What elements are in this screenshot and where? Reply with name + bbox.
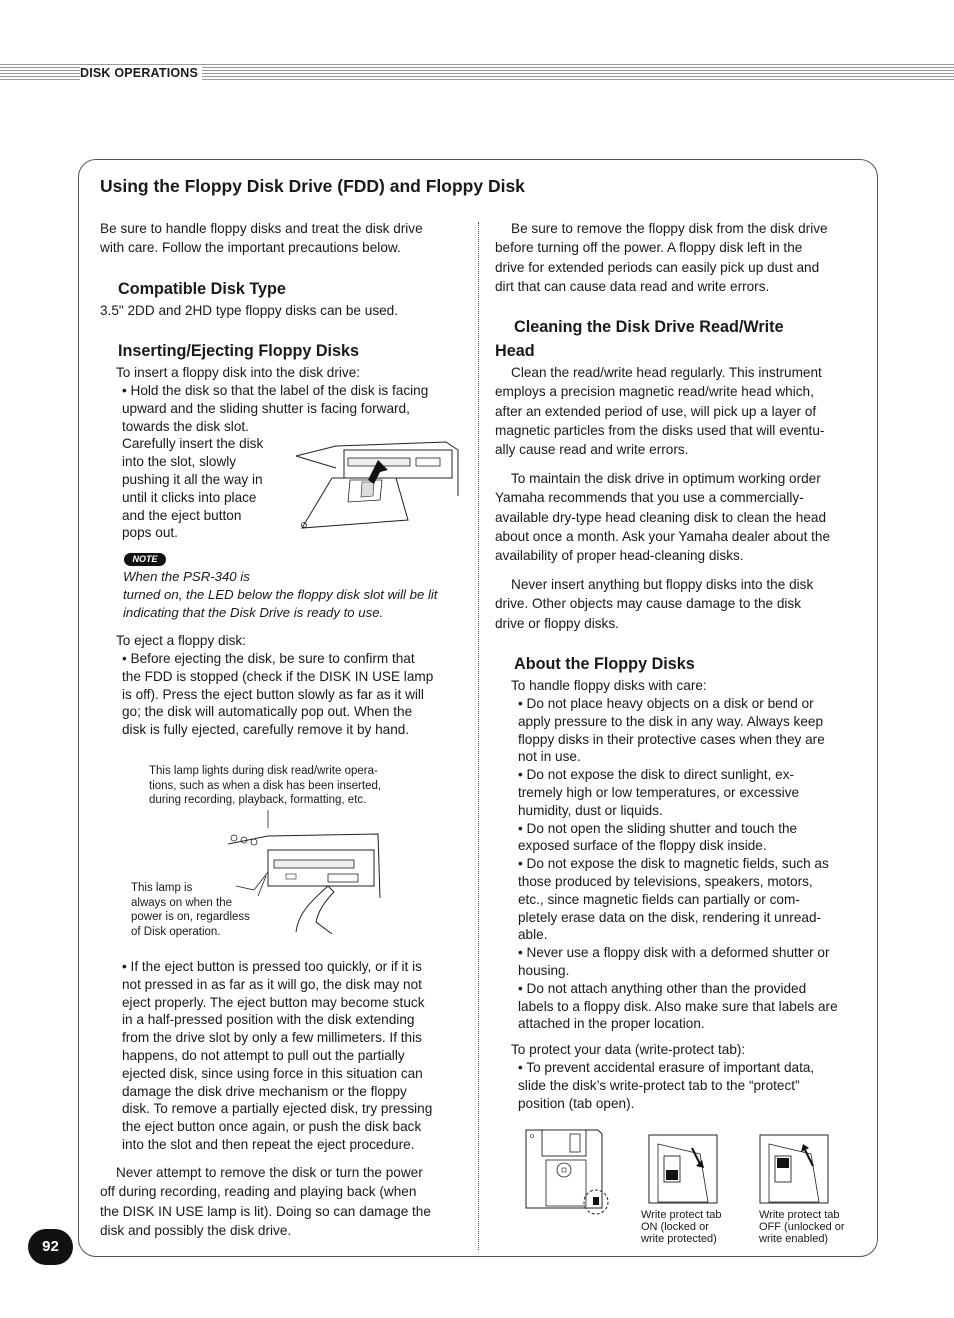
- text-line: is off). Press the eject button slowly as far as it will: [122, 686, 424, 702]
- text-line: magnetic particles from the disks used that will eventu-: [495, 422, 825, 438]
- text-line: indicating that the Disk Drive is ready to use.: [123, 604, 384, 620]
- section-label: DISK OPERATIONS: [80, 66, 202, 80]
- text-line: after an extended period of use, will pick up a layer of: [495, 403, 817, 419]
- cleaning-heading: [495, 315, 784, 363]
- text-line: floppy disks in their protective cases when they are: [518, 731, 825, 747]
- text-line: able.: [518, 927, 548, 943]
- eject-instructions: [122, 650, 433, 739]
- text-line: tremely high or low temperatures, or excessive: [518, 784, 800, 800]
- cleaning-para-1: [495, 363, 824, 459]
- intro-line: Be sure to handle floppy disks and treat the disk drive: [100, 221, 423, 236]
- text-line: towards the disk slot.: [122, 418, 249, 434]
- text-line: attached in the proper location.: [518, 1016, 705, 1032]
- caption-lamp-on: [131, 881, 250, 939]
- text-line: • To prevent accidental erasure of important data,: [518, 1060, 815, 1075]
- caption-line: This lamp lights during disk read/write opera-: [149, 765, 378, 777]
- text-line: eject properly. The eject button may become stuck: [122, 994, 425, 1010]
- text-line: drive. Other objects may cause damage to the disk: [495, 596, 802, 612]
- intro-text: [100, 219, 423, 258]
- text-line: upward and the sliding shutter is facing forward,: [122, 400, 410, 416]
- text-line: Yamaha recommends that you use a commercially-: [495, 490, 804, 506]
- text-line: the DISK IN USE lamp is lit). Doing so can damage the: [100, 1203, 431, 1219]
- text-line: housing.: [518, 962, 570, 978]
- text-line: damage the disk drive mechanism or the floppy: [122, 1083, 407, 1099]
- caption-line: of Disk operation.: [131, 925, 221, 938]
- caption-line: OFF (unlocked or: [759, 1221, 845, 1234]
- insert-intro: To insert a floppy disk into the disk drive:: [116, 365, 361, 380]
- write-protect-on-illustration: [648, 1134, 720, 1206]
- caption-line: This lamp is: [131, 882, 193, 894]
- text-line: apply pressure to the disk in any way. Always keep: [518, 713, 824, 729]
- text-line: available dry-type head cleaning disk to clean the head: [495, 509, 827, 525]
- cleaning-para-2: [495, 469, 830, 565]
- text-line: ally cause read and write errors.: [495, 442, 689, 458]
- column-divider: [478, 222, 479, 1250]
- eject-warning: [122, 958, 432, 1154]
- compatible-heading: Compatible Disk Type: [118, 280, 286, 298]
- text-line: happens, do not attempt to pull out the partially: [122, 1047, 405, 1063]
- remove-disk-text: [495, 219, 828, 296]
- text-line: those produced by televisions, speakers, motors,: [518, 873, 813, 889]
- text-line: • Do not expose the disk to magnetic fields, such as: [518, 856, 829, 872]
- text-line: employs a precision magnetic read/write head which,: [495, 384, 814, 400]
- caption-line: ON (locked or: [641, 1221, 709, 1234]
- page-title: Using the Floppy Disk Drive (FDD) and Floppy Disk: [100, 176, 525, 196]
- eject-disk-illustration: [228, 806, 388, 936]
- never-remove-text: [100, 1163, 431, 1240]
- text-line: about once a month. Ask your Yamaha dealer about the: [495, 528, 831, 544]
- caption-line: write enabled): [759, 1233, 829, 1246]
- protect-list: [518, 1059, 814, 1112]
- text-line: exposed surface of the floppy disk inside.: [518, 838, 767, 854]
- protect-intro: To protect your data (write-protect tab):: [511, 1042, 746, 1057]
- text-line: • Do not expose the disk to direct sunlight, ex-: [518, 767, 795, 783]
- text-line: To maintain the disk drive in optimum working order: [511, 471, 821, 486]
- about-list: [518, 695, 838, 1033]
- caption-line: always on when the: [131, 896, 233, 909]
- text-line: Never attempt to remove the disk or turn the power: [116, 1165, 423, 1180]
- text-line: • Do not open the sliding shutter and touch the: [518, 820, 798, 836]
- caption-line: write protected): [641, 1233, 717, 1246]
- note-badge: NOTE: [124, 553, 166, 566]
- text-line: not pressed in as far as it will go, the disk may not: [122, 976, 422, 992]
- cleaning-para-3: [495, 575, 813, 633]
- text-line: drive or floppy disks.: [495, 615, 619, 631]
- caption-lamp-rw: [149, 764, 381, 808]
- text-line: When the PSR-340 is: [123, 569, 250, 584]
- intro-line: with care. Follow the important precautions below.: [100, 240, 401, 256]
- text-line: turned on, the LED below the floppy disk slot will be lit: [123, 586, 438, 602]
- text-line: position (tab open).: [518, 1095, 635, 1111]
- text-line: • Do not attach anything other than the provided: [518, 980, 807, 996]
- text-line: the FDD is stopped (check if the DISK IN USE lamp: [122, 668, 434, 684]
- heading-line: Cleaning the Disk Drive Read/Write: [514, 318, 784, 336]
- about-heading: About the Floppy Disks: [514, 655, 695, 673]
- text-line: slide the disk’s write-protect tab to the “protect”: [518, 1077, 800, 1093]
- text-line: until it clicks into place: [122, 489, 257, 505]
- text-line: • Hold the disk so that the label of the disk is facing: [122, 383, 429, 398]
- text-line: dirt that can cause data read and write errors.: [495, 278, 770, 294]
- text-line: into the slot, slowly: [122, 454, 237, 470]
- caption-line: power is on, regardless: [131, 911, 250, 923]
- text-line: • Never use a floppy disk with a deformed shutter or: [518, 945, 830, 961]
- caption-line: Write protect tab: [641, 1209, 722, 1221]
- floppy-disk-illustration: [522, 1126, 614, 1218]
- text-line: pops out.: [122, 525, 178, 541]
- about-intro: To handle floppy disks with care:: [511, 678, 707, 693]
- text-line: pletely erase data on the disk, rendering it unread-: [518, 909, 822, 925]
- insert-disk-illustration: [296, 436, 462, 540]
- text-line: etc., since magnetic fields can partially or com-: [518, 891, 800, 907]
- text-line: • Before ejecting the disk, be sure to confirm that: [122, 651, 415, 666]
- eject-intro: To eject a floppy disk:: [116, 633, 246, 648]
- caption-line: tions, such as when a disk has been inserted,: [149, 779, 382, 792]
- caption-write-protect-on: [641, 1209, 722, 1246]
- note-text: [123, 568, 437, 621]
- page-number: 92: [28, 1229, 73, 1265]
- text-line: disk. To remove a partially ejected disk, try pressing: [122, 1101, 433, 1117]
- caption-line: Write protect tab: [759, 1209, 840, 1221]
- text-line: drive for extended periods can easily pick up dust and: [495, 259, 820, 275]
- text-line: Never insert anything but floppy disks into the disk: [511, 577, 814, 592]
- text-line: pushing it all the way in: [122, 471, 263, 487]
- text-line: ejected disk, since using force in this situation can: [122, 1065, 423, 1081]
- text-line: the eject button once again, or push the disk back: [122, 1119, 422, 1135]
- text-line: not in use.: [518, 749, 581, 765]
- heading-line: Head: [495, 342, 535, 360]
- text-line: disk is fully ejected, carefully remove it by hand.: [122, 722, 410, 738]
- text-line: Clean the read/write head regularly. This instrument: [511, 365, 822, 380]
- text-line: Carefully insert the disk: [122, 436, 264, 452]
- caption-line: during recording, playback, formatting, etc.: [149, 794, 367, 806]
- text-line: humidity, dust or liquids.: [518, 802, 663, 818]
- text-line: go; the disk will automatically pop out. When the: [122, 704, 413, 720]
- text-line: from the drive slot by only a few millimeters. If this: [122, 1030, 422, 1046]
- text-line: and the eject button: [122, 507, 242, 523]
- text-line: • If the eject button is pressed too quickly, or if it is: [122, 959, 422, 974]
- text-line: off during recording, reading and playing back (when: [100, 1184, 417, 1200]
- text-line: labels to a floppy disk. Also make sure that labels are: [518, 998, 838, 1014]
- text-line: availability of proper head-cleaning disks.: [495, 548, 744, 564]
- text-line: disk and possibly the disk drive.: [100, 1222, 292, 1238]
- text-line: Be sure to remove the floppy disk from the disk drive: [511, 221, 828, 236]
- write-protect-off-illustration: [759, 1134, 831, 1206]
- inserting-heading: Inserting/Ejecting Floppy Disks: [118, 342, 360, 360]
- text-line: into the slot and then repeat the eject procedure.: [122, 1136, 415, 1152]
- text-line: in a half-pressed position with the disk extending: [122, 1012, 415, 1028]
- compatible-text: 3.5" 2DD and 2HD type floppy disks can be used.: [100, 303, 399, 318]
- text-line: before turning off the power. A floppy disk left in the: [495, 240, 803, 256]
- caption-write-protect-off: [759, 1209, 845, 1246]
- text-line: • Do not place heavy objects on a disk or bend or: [518, 696, 814, 711]
